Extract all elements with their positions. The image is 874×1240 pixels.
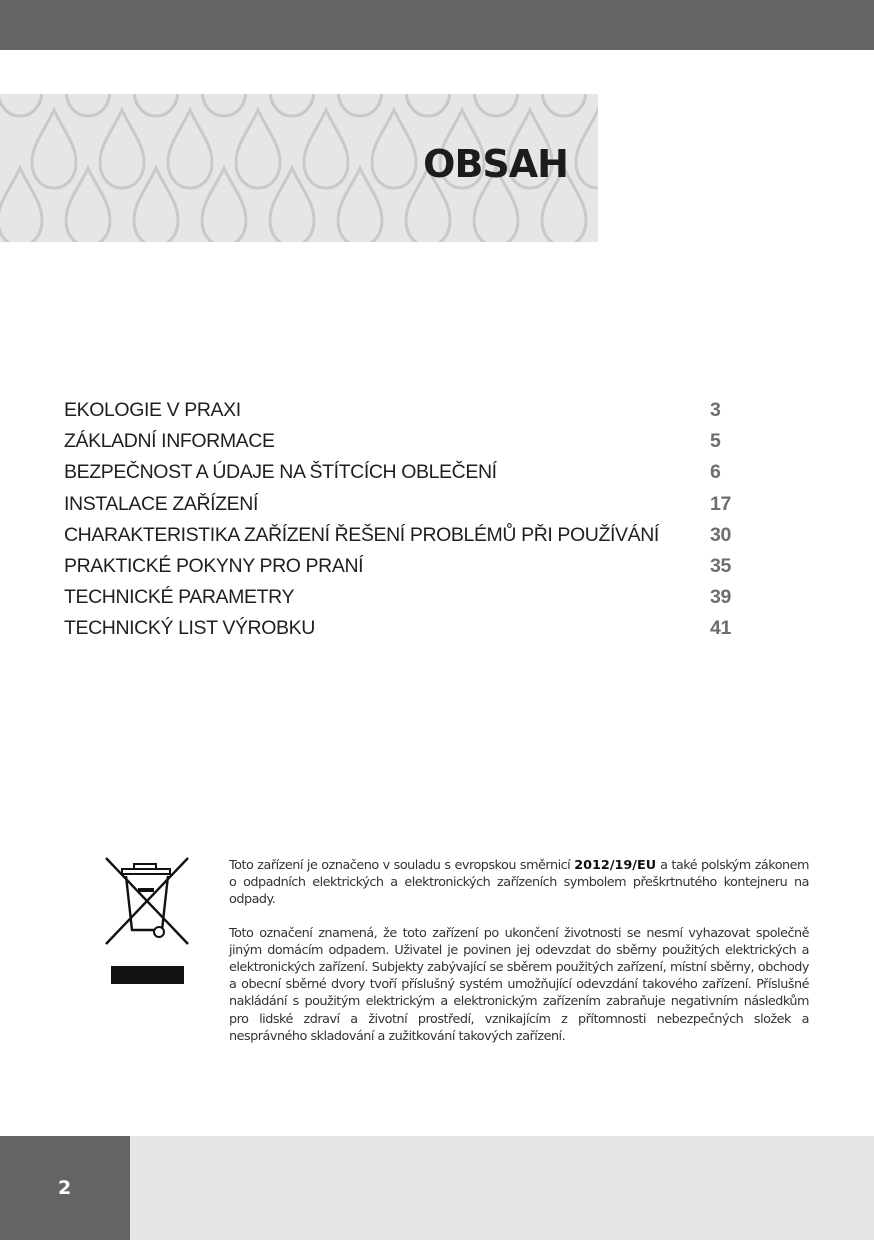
page-number-box (0, 1136, 130, 1240)
toc-entry-title: PRAKTICKÉ POKYNY PRO PRANÍ (64, 554, 364, 577)
toc-entry[interactable] (64, 555, 744, 586)
water-drop-shape (474, 94, 518, 116)
title-band (0, 94, 598, 242)
water-drop-shape (236, 110, 280, 188)
toc-entry-page: 3 (710, 399, 721, 421)
toc-entry-title: ZÁKLADNÍ INFORMACE (64, 430, 275, 453)
toc-entry-page: 35 (710, 554, 731, 577)
toc-entry-title: TECHNICKÝ LIST VÝROBKU (64, 617, 315, 640)
table-of-contents (64, 399, 744, 649)
water-drop-shape (0, 94, 42, 116)
toc-entry[interactable] (64, 493, 744, 524)
toc-entry-page: 5 (710, 430, 721, 453)
weee-black-bar (111, 966, 184, 984)
water-drop-shape (168, 110, 212, 188)
toc-entry-page: 41 (710, 617, 731, 640)
water-drop-shape (542, 94, 586, 116)
toc-entry[interactable] (64, 524, 744, 555)
toc-entry[interactable] (64, 586, 744, 617)
toc-entry-title: CHARAKTERISTIKA ZAŘÍZENÍ ŘEŠENÍ PROBLÉMŮ PŘI POUŽÍVÁNÍ (64, 523, 659, 546)
notice-paragraph-2: Toto označení znamená, že toto zařízení po ukončení životnosti se nesmí vyhazovat společně jiným domácím odpadem. Uživatel je povinen jej odevzdat do sběrny použitých elektrických a elektronických zařízení. Subjekty zabývající se sběrem použitých zařízení, místní sběrny, obchody a obecní sběrné dvory tvoří příslušný systém umožňující odevzdání takového zařízení. Příslušné nakládání s použitým elektrickým a elektronickým zařízením zabraňuje negativním následkům pro lidské zdraví a životní prostředí, vznikajícím z přítomnosti nebezpečných složek a nesprávného skladování a zužitkování takových zařízení. (229, 925, 809, 1044)
top-bar (0, 0, 874, 50)
page-number: 2 (58, 1177, 72, 1199)
water-drop-shape (134, 94, 178, 116)
page-title: OBSAH (423, 142, 568, 186)
toc-entry-title: BEZPEČNOST A ÚDAJE NA ŠTÍTCÍCH OBLEČENÍ (64, 461, 497, 484)
notice-paragraph-1: Toto zařízení je označeno v souladu s evropskou směrnicí 2012/19/EU a také polským zákonem o odpadních elektrických a elektronických zařízeních symbolem přeškrtnutého kontejneru na odpady. (229, 858, 809, 908)
water-drop-shape (100, 110, 144, 188)
crossed-out-wheelie-bin-icon (104, 856, 190, 948)
toc-entry[interactable] (64, 399, 744, 430)
toc-entry[interactable] (64, 617, 744, 648)
water-drop-shape (32, 110, 76, 188)
toc-entry[interactable] (64, 461, 744, 492)
water-drop-shape (202, 94, 246, 116)
toc-entry-title: EKOLOGIE V PRAXI (64, 399, 241, 421)
toc-entry-page: 6 (710, 461, 721, 484)
footer-bar (0, 1136, 874, 1240)
water-drop-shape (270, 94, 314, 116)
toc-entry-page: 17 (710, 492, 731, 515)
toc-entry[interactable] (64, 430, 744, 461)
toc-entry-page: 39 (710, 586, 731, 609)
water-drop-shape (406, 94, 450, 116)
weee-notice (229, 857, 809, 1061)
toc-entry-title: INSTALACE ZAŘÍZENÍ (64, 492, 258, 515)
water-drop-shape (338, 94, 382, 116)
water-drop-shape (304, 110, 348, 188)
water-drop-shape (372, 110, 416, 188)
water-drop-shape (66, 94, 110, 116)
water-drop-shape (576, 110, 598, 188)
toc-entry-title: TECHNICKÉ PARAMETRY (64, 586, 295, 609)
toc-entry-page: 30 (710, 523, 731, 546)
